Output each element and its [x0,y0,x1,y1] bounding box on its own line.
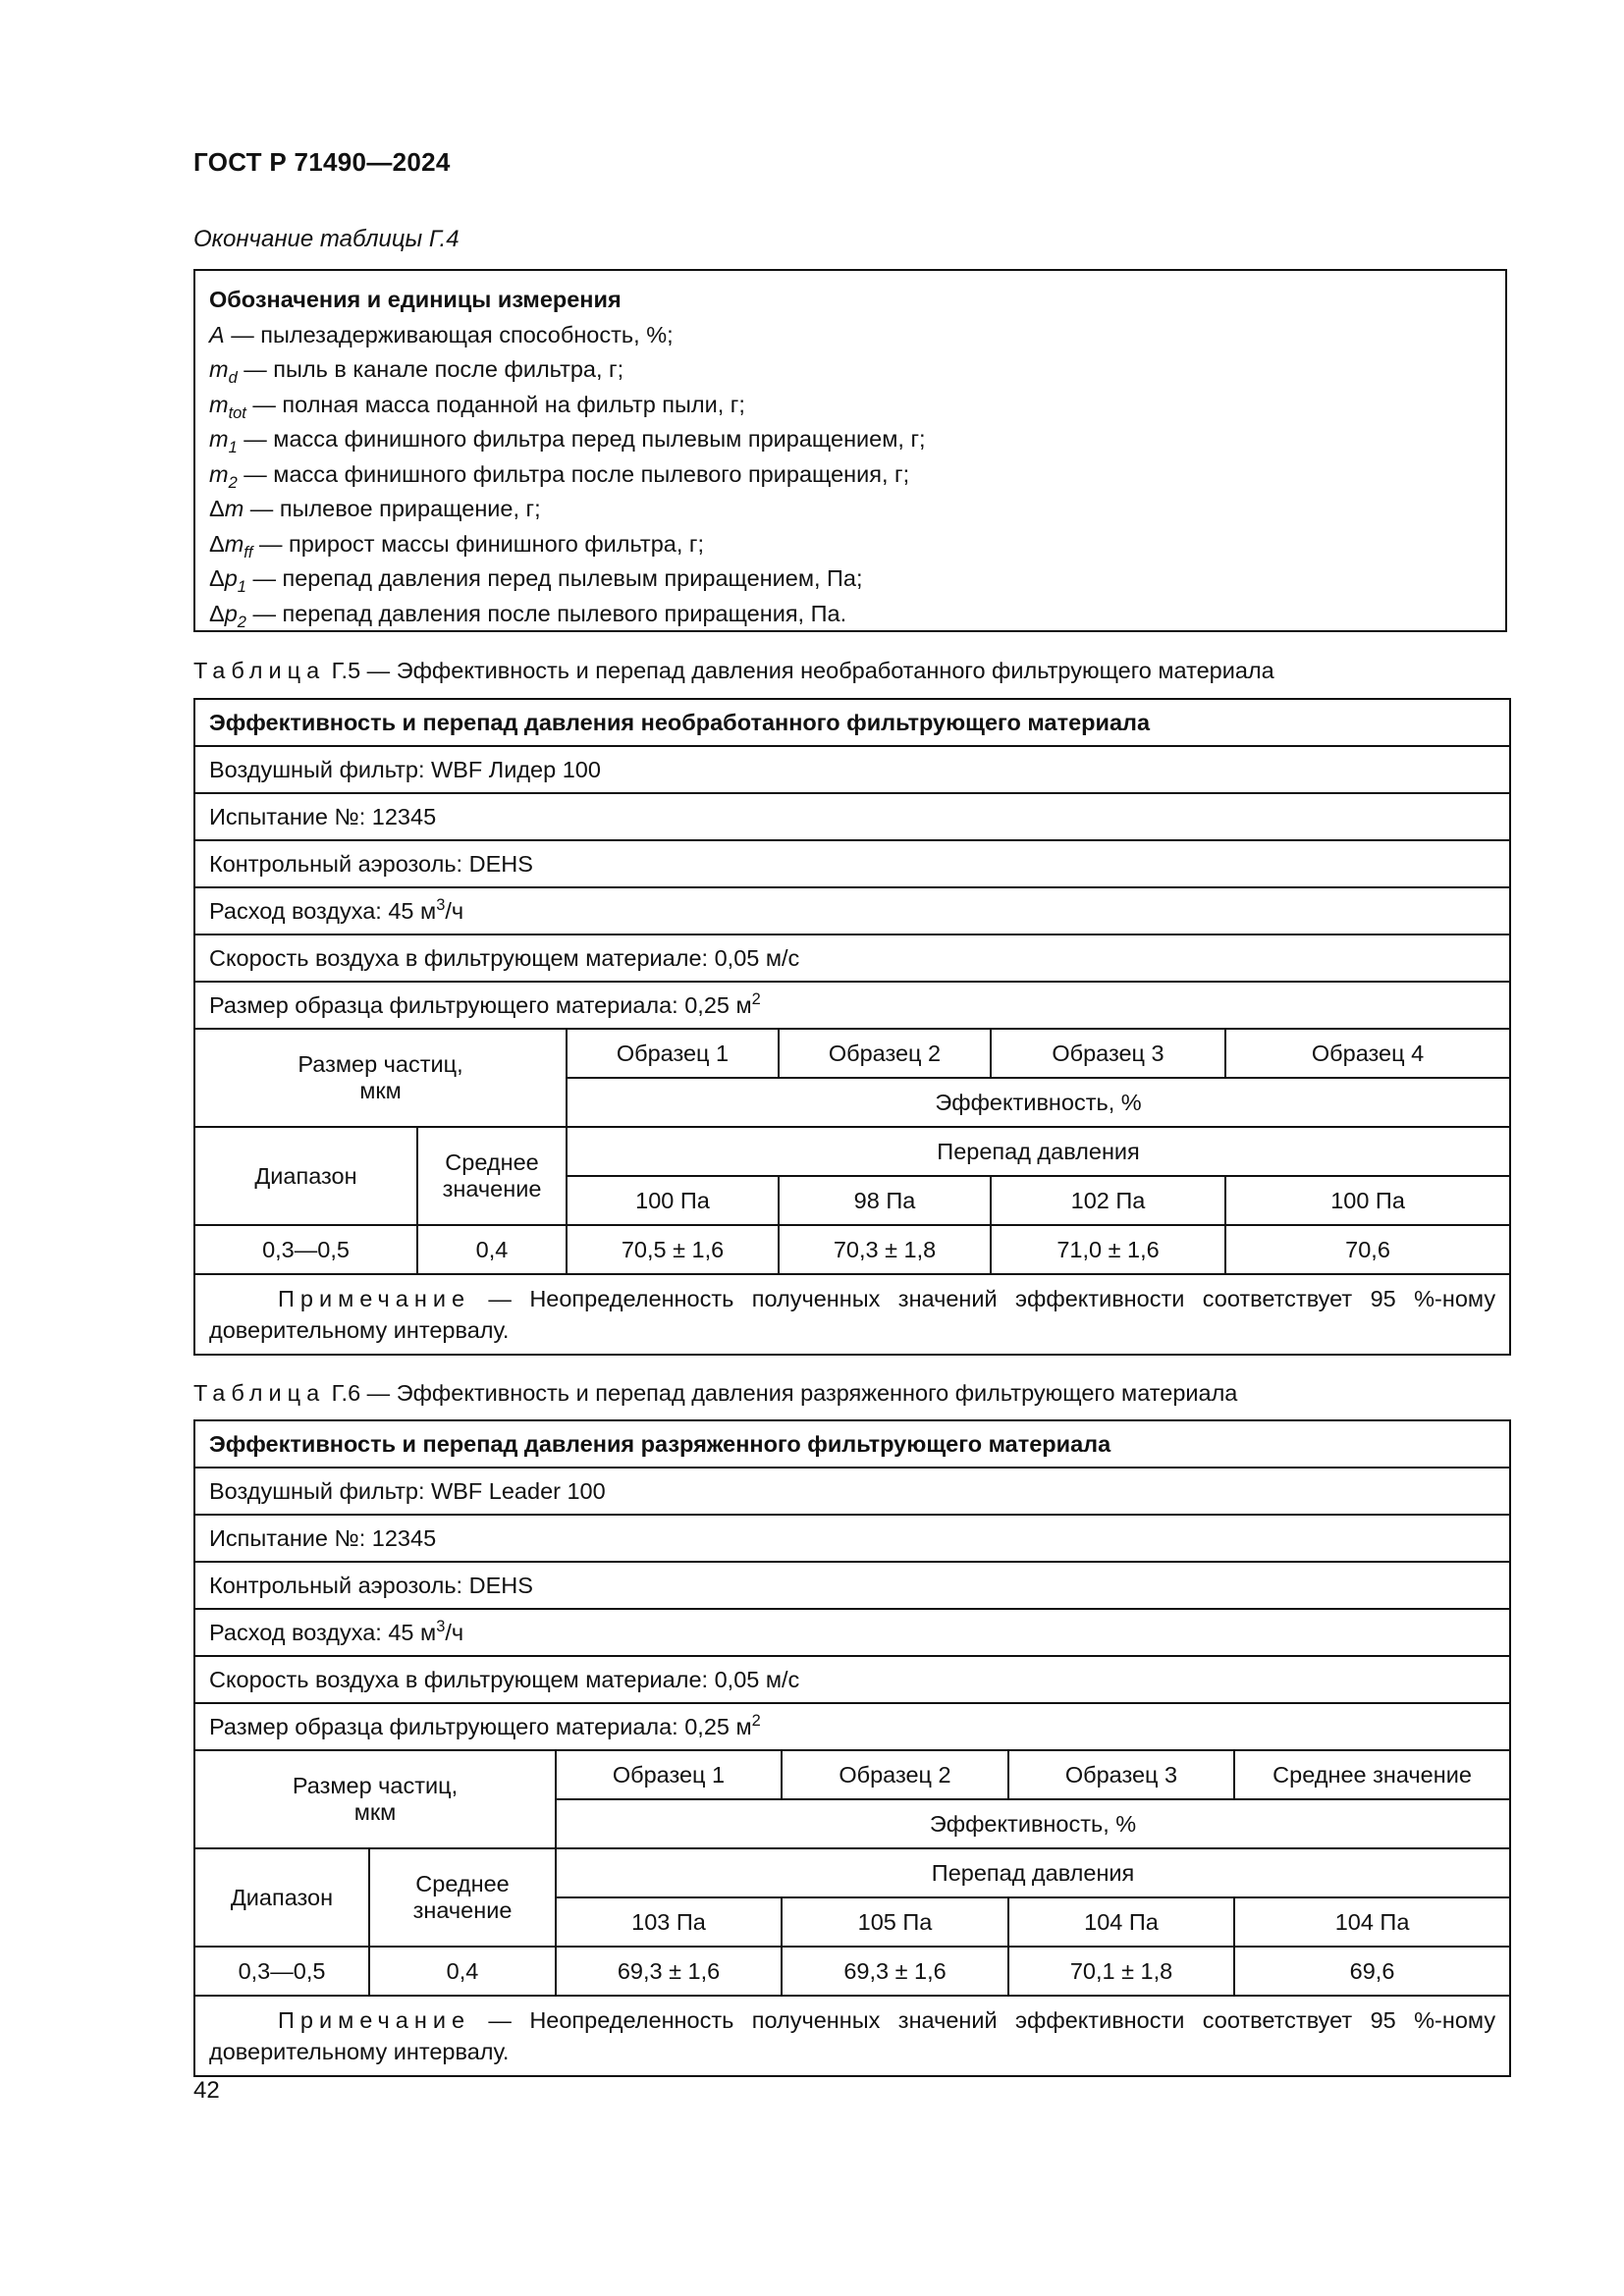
table6-note-text: — Неопределенность полученных значений эффективности соответствует 95 %-ному доверительному интервалу. [209,2007,1496,2064]
legend-item: A — пылезадерживающая способность, %; [209,321,674,347]
table6-note-word: Примечание [278,2007,471,2033]
table6-sample-2: Образец 2 [782,1750,1008,1799]
table6-value-4: 69,6 [1234,1947,1510,1996]
table-row [194,1225,1510,1274]
table6-sample-3: Образец 3 [1008,1750,1234,1799]
table5-note [194,1274,1510,1355]
table6-velocity: Скорость воздуха в фильтрующем материале: 0,05 м/с [194,1656,1510,1703]
table5-test: Испытание №: 12345 [194,793,1510,840]
table5-sample-size: Размер образца фильтрующего материала: 0,25 $м^2$ [194,982,1510,1029]
page-number: 42 [193,2077,220,2104]
table6-pressure-4: 104 Па [1234,1897,1510,1947]
table6-aerosol: Контрольный аэрозоль: DEHS [194,1562,1510,1609]
table6-note [194,1996,1510,2076]
table5-caption-text: Г.5 — Эффективность и перепад давления необработанного фильтрующего материала [325,658,1274,683]
legend-item: $m_{tot}$ — полная масса поданной на фильтр пыли, г; [209,391,745,422]
table5-sample-1: Образец 1 [567,1029,779,1078]
table6-value-1: 69,3 ± 1,6 [556,1947,782,1996]
table5-sample-4: Образец 4 [1225,1029,1510,1078]
legend-items [209,318,1491,632]
table5-pressure-1: 100 Па [567,1176,779,1225]
legend-title: Обозначения и единицы измерения [209,287,622,312]
table5-airflow: Расход воздуха: 45 $м^3/ч$ [194,887,1510,934]
table5-title: Эффективность и перепад давления необработанного фильтрующего материала [194,699,1510,746]
table5-row-mean: 0,4 [417,1225,567,1274]
legend-item: $\Delta p_1$ — перепад давления перед пылевым приращением, Па; [209,565,863,596]
legend-item: $\Delta m_{ff}$ — прирост массы финишного фильтра, г; [209,530,704,561]
table5-pressure-label: Перепад давления [567,1127,1510,1176]
table5-velocity: Скорость воздуха в фильтрующем материале: 0,05 м/с [194,934,1510,982]
table5 [193,698,1511,1356]
table6 [193,1419,1511,2077]
table5-caption [193,658,1274,684]
table6-value-2: 69,3 ± 1,6 [782,1947,1008,1996]
table6-sample-4: Среднее значение [1234,1750,1510,1799]
table5-filter: Воздушный фильтр: WBF Лидер 100 [194,746,1510,793]
table6-caption-word: Таблица [193,1380,326,1406]
table5-pressure-4: 100 Па [1225,1176,1510,1225]
table5-note-word: Примечание [278,1286,471,1311]
table5-pressure-2: 98 Па [779,1176,991,1225]
table-row [194,1947,1510,1996]
document-code: ГОСТ Р 71490—2024 [193,147,451,177]
table6-title: Эффективность и перепад давления разряженного фильтрующего материала [194,1420,1510,1468]
table5-particle-size-header: Размер частиц, мкм [194,1029,567,1127]
legend-item: $m_d$ — пыль в канале после фильтра, г; [209,356,624,387]
table6-row-mean: 0,4 [369,1947,556,1996]
legend-item: $m_1$ — масса финишного фильтра перед пылевым приращением, г; [209,426,926,456]
table5-row-range: 0,3—0,5 [194,1225,417,1274]
table6-value-3: 70,1 ± 1,8 [1008,1947,1234,1996]
table5-pressure-3: 102 Па [991,1176,1225,1225]
table6-pressure-2: 105 Па [782,1897,1008,1947]
table5-aerosol: Контрольный аэрозоль: DEHS [194,840,1510,887]
table5-note-text: — Неопределенность полученных значений эффективности соответствует 95 %-ному доверительному интервалу. [209,1286,1496,1343]
table5-value-4: 70,6 [1225,1225,1510,1274]
table5-sample-3: Образец 3 [991,1029,1225,1078]
table5-range-header: Диапазон [194,1127,417,1225]
table6-test: Испытание №: 12345 [194,1515,1510,1562]
table5-caption-word: Таблица [193,658,326,683]
table-continuation-label: Окончание таблицы Г.4 [193,226,460,252]
table5-mean-header: Среднее значение [417,1127,567,1225]
table5-value-3: 71,0 ± 1,6 [991,1225,1225,1274]
legend-item: $m_2$ — масса финишного фильтра после пылевого приращения, г; [209,460,910,492]
table5-value-1: 70,5 ± 1,6 [567,1225,779,1274]
table6-pressure-3: 104 Па [1008,1897,1234,1947]
table6-sample-1: Образец 1 [556,1750,782,1799]
table6-efficiency-label: Эффективность, % [556,1799,1510,1848]
table6-row-range: 0,3—0,5 [194,1947,369,1996]
table6-particle-size-header: Размер частиц, мкм [194,1750,556,1848]
table6-pressure-1: 103 Па [556,1897,782,1947]
table6-filter: Воздушный фильтр: WBF Leader 100 [194,1468,1510,1515]
table6-mean-header: Среднее значение [369,1848,556,1947]
table6-caption [193,1380,1237,1407]
legend-box [193,269,1507,632]
table6-caption-text: Г.6 — Эффективность и перепад давления разряженного фильтрующего материала [325,1380,1238,1406]
table5-sample-2: Образец 2 [779,1029,991,1078]
legend-item: $\Delta p_2$ — перепад давления после пылевого приращения, Па. [209,600,847,631]
table5-value-2: 70,3 ± 1,8 [779,1225,991,1274]
table6-sample-size: Размер образца фильтрующего материала: 0,25 $м^2$ [194,1703,1510,1750]
legend-item: Δm — пылевое приращение, г; [209,496,541,521]
table6-range-header: Диапазон [194,1848,369,1947]
table6-pressure-label: Перепад давления [556,1848,1510,1897]
table6-airflow: Расход воздуха: 45 $м^3/ч$ [194,1609,1510,1656]
table5-efficiency-label: Эффективность, % [567,1078,1510,1127]
